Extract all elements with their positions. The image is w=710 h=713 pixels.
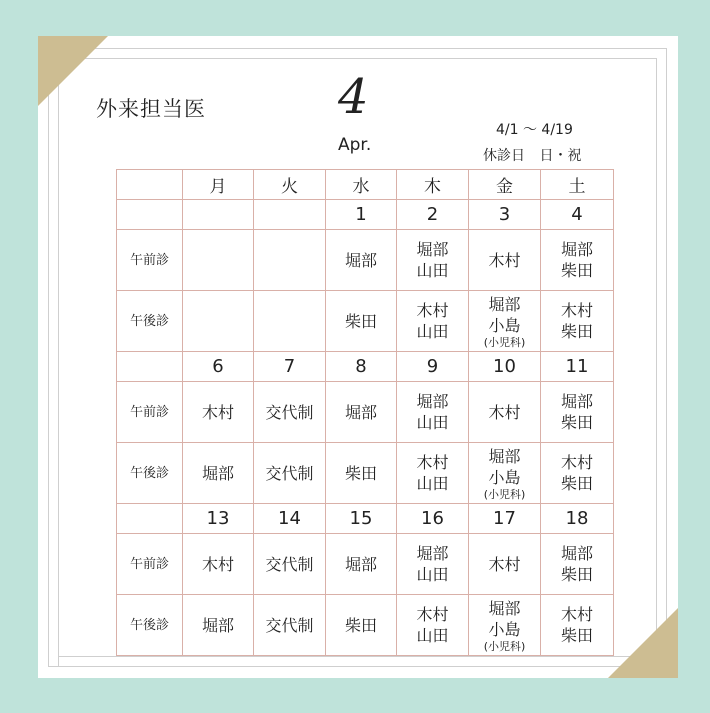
frame-line	[48, 666, 666, 667]
afternoon-row	[117, 595, 614, 656]
doctor-name: 柴田	[560, 261, 593, 280]
morning-row	[117, 534, 614, 595]
doctor-name: 17	[493, 508, 516, 529]
frame-line	[58, 48, 59, 666]
doctor-name: 木村	[416, 453, 449, 472]
doctor-name: 木村	[201, 402, 234, 422]
doctor-name: 木村	[560, 301, 593, 320]
date-row	[117, 352, 614, 382]
date-row	[117, 504, 614, 534]
doctor-cell	[469, 443, 541, 504]
doctor-name: 交代制	[265, 615, 314, 635]
doctor-name: 山田	[416, 626, 449, 645]
date-cell	[541, 504, 614, 534]
date-cell	[254, 352, 326, 382]
doctor-name: 山田	[416, 322, 449, 341]
morning-row	[117, 382, 614, 443]
date-cell	[397, 200, 469, 230]
frame-line	[666, 48, 667, 666]
month-english: Apr.	[338, 135, 372, 155]
doctor-name: 柴田	[560, 565, 593, 584]
corner-decoration	[608, 608, 678, 678]
doctor-cell	[397, 534, 469, 595]
date-cell	[183, 504, 254, 534]
date-cell	[397, 352, 469, 382]
doctor-cell	[469, 595, 541, 656]
doctor-name: 堀部	[560, 240, 593, 259]
doctor-name: 2	[426, 204, 439, 225]
doctor-cell	[469, 230, 541, 291]
doctor-name: 午後診	[129, 617, 169, 633]
doctor-name: 午後診	[129, 313, 169, 329]
doctor-cell	[397, 230, 469, 291]
session-label	[117, 230, 183, 291]
doctor-cell	[183, 230, 254, 291]
doctor-cell	[183, 534, 254, 595]
doctor-cell	[183, 291, 254, 352]
doctor-cell	[541, 291, 614, 352]
doctor-name: 午前診	[129, 404, 169, 420]
doctor-cell	[326, 230, 397, 291]
doctor-cell	[326, 291, 397, 352]
doctor-cell	[469, 534, 541, 595]
frame-line	[48, 58, 49, 666]
doctor-name: 木村	[416, 605, 449, 624]
doctor-cell	[183, 595, 254, 656]
doctor-name: 木	[424, 177, 441, 197]
weekday-header	[397, 170, 469, 200]
doctor-cell	[541, 534, 614, 595]
month-number: 4	[338, 69, 369, 125]
weekday-header	[183, 170, 254, 200]
doctor-name: 柴田	[344, 463, 377, 483]
doctor-cell	[254, 230, 326, 291]
doctor-cell	[326, 534, 397, 595]
doctor-name: 木村	[560, 605, 593, 624]
doctor-cell	[397, 382, 469, 443]
doctor-name: 7	[283, 356, 296, 377]
doctor-cell	[541, 595, 614, 656]
doctor-name: 交代制	[265, 554, 314, 574]
doctor-name: 堀部	[488, 598, 521, 618]
doctor-name: 柴田	[344, 311, 377, 331]
date-cell	[326, 200, 397, 230]
doctor-name: 3	[498, 204, 511, 225]
afternoon-row	[117, 291, 614, 352]
date-cell	[117, 352, 183, 382]
weekday-header	[254, 170, 326, 200]
doctor-name: 山田	[416, 565, 449, 584]
doctor-name: 堀部	[416, 240, 449, 259]
doctor-name: 14	[278, 508, 301, 529]
doctor-cell	[254, 382, 326, 443]
doctor-name: 小島	[488, 467, 521, 487]
doctor-name: 木村	[488, 402, 521, 422]
frame-line	[58, 656, 656, 657]
frame-line	[58, 58, 656, 59]
weekday-header	[117, 170, 183, 200]
department-note: (小児科)	[483, 335, 526, 349]
date-cell	[541, 352, 614, 382]
doctor-name: 土	[568, 177, 586, 197]
doctor-cell	[541, 443, 614, 504]
session-label	[117, 443, 183, 504]
doctor-name: 午前診	[129, 252, 169, 268]
doctor-cell	[326, 595, 397, 656]
date-cell	[326, 504, 397, 534]
date-row	[117, 200, 614, 230]
doctor-name: 堀部	[488, 294, 521, 314]
doctor-name: 4	[571, 204, 583, 225]
doctor-name: 木村	[488, 554, 521, 574]
doctor-name: 堀部	[560, 544, 593, 563]
afternoon-row	[117, 443, 614, 504]
doctor-cell	[326, 443, 397, 504]
doctor-name: 堀部	[416, 392, 449, 411]
date-cell	[469, 504, 541, 534]
doctor-name: 15	[349, 508, 373, 529]
session-label	[117, 382, 183, 443]
doctor-cell	[397, 291, 469, 352]
doctor-name: 13	[206, 508, 230, 529]
doctor-name: 堀部	[201, 615, 234, 635]
weekday-header-row	[117, 170, 614, 200]
doctor-name: 木村	[201, 554, 234, 574]
doctor-name: 午前診	[129, 556, 169, 572]
doctor-name: 午後診	[129, 465, 169, 481]
doctor-cell	[326, 382, 397, 443]
closed-range: 4/1 ～ 4/19	[496, 122, 573, 138]
doctor-cell	[254, 291, 326, 352]
doctor-name: 木村	[416, 301, 449, 320]
doctor-name: 10	[493, 356, 516, 377]
doctor-name: 柴田	[560, 474, 593, 493]
date-cell	[541, 200, 614, 230]
closed-days: 休診日 日・祝	[483, 148, 582, 164]
doctor-name: 山田	[416, 261, 449, 280]
doctor-cell	[397, 595, 469, 656]
date-cell	[183, 352, 254, 382]
doctor-name: 木村	[560, 453, 593, 472]
doctor-name: 月	[209, 177, 227, 197]
doctor-name: 柴田	[344, 615, 377, 635]
doctor-name: 柴田	[560, 322, 593, 341]
date-cell	[469, 200, 541, 230]
department-note: (小児科)	[483, 639, 526, 653]
doctor-name: 金	[496, 177, 513, 197]
doctor-name: 9	[426, 356, 439, 377]
frame-line	[58, 48, 666, 49]
doctor-name: 堀部	[344, 250, 377, 270]
doctor-name: 16	[421, 508, 444, 529]
date-cell	[254, 504, 326, 534]
doctor-name: 堀部	[201, 463, 234, 483]
doctor-cell	[254, 595, 326, 656]
doctor-name: 小島	[488, 315, 521, 335]
doctor-name: 柴田	[560, 413, 593, 432]
date-cell	[397, 504, 469, 534]
morning-row	[117, 230, 614, 291]
doctor-cell	[541, 230, 614, 291]
date-cell	[117, 200, 183, 230]
session-label	[117, 534, 183, 595]
frame-line	[656, 58, 657, 656]
date-cell	[117, 504, 183, 534]
doctor-name: 交代制	[265, 402, 314, 422]
session-label	[117, 291, 183, 352]
doctor-name: 11	[565, 356, 589, 377]
doctor-name: 柴田	[560, 626, 593, 645]
weekday-header	[326, 170, 397, 200]
doctor-name: 山田	[416, 474, 449, 493]
department-note: (小児科)	[483, 487, 526, 501]
doctor-name: 6	[212, 356, 224, 377]
doctor-cell	[541, 382, 614, 443]
doctor-name: 小島	[488, 619, 521, 639]
session-label	[117, 595, 183, 656]
date-cell	[469, 352, 541, 382]
doctor-cell	[183, 382, 254, 443]
doctor-name: 交代制	[265, 463, 314, 483]
date-cell	[326, 352, 397, 382]
date-cell	[254, 200, 326, 230]
doctor-name: 8	[355, 356, 367, 377]
doctor-name: 1	[355, 204, 367, 225]
doctor-cell	[469, 382, 541, 443]
doctor-cell	[397, 443, 469, 504]
schedule-table	[116, 169, 614, 656]
doctor-cell	[254, 534, 326, 595]
doctor-name: 堀部	[416, 544, 449, 563]
doctor-name: 木村	[488, 250, 521, 270]
doctor-cell	[254, 443, 326, 504]
doctor-name: 堀部	[344, 554, 377, 574]
doctor-cell	[183, 443, 254, 504]
doctor-name: 山田	[416, 413, 449, 432]
weekday-header	[541, 170, 614, 200]
doctor-name: 堀部	[344, 402, 377, 422]
date-cell	[183, 200, 254, 230]
doctor-name: 水	[352, 177, 370, 197]
weekday-header	[469, 170, 541, 200]
doctor-name: 堀部	[560, 392, 593, 411]
doctor-name: 堀部	[488, 446, 521, 466]
doctor-name: 18	[565, 508, 589, 529]
doctor-name: 火	[281, 177, 298, 197]
doctor-cell	[469, 291, 541, 352]
page-title: 外来担当医	[96, 97, 206, 121]
